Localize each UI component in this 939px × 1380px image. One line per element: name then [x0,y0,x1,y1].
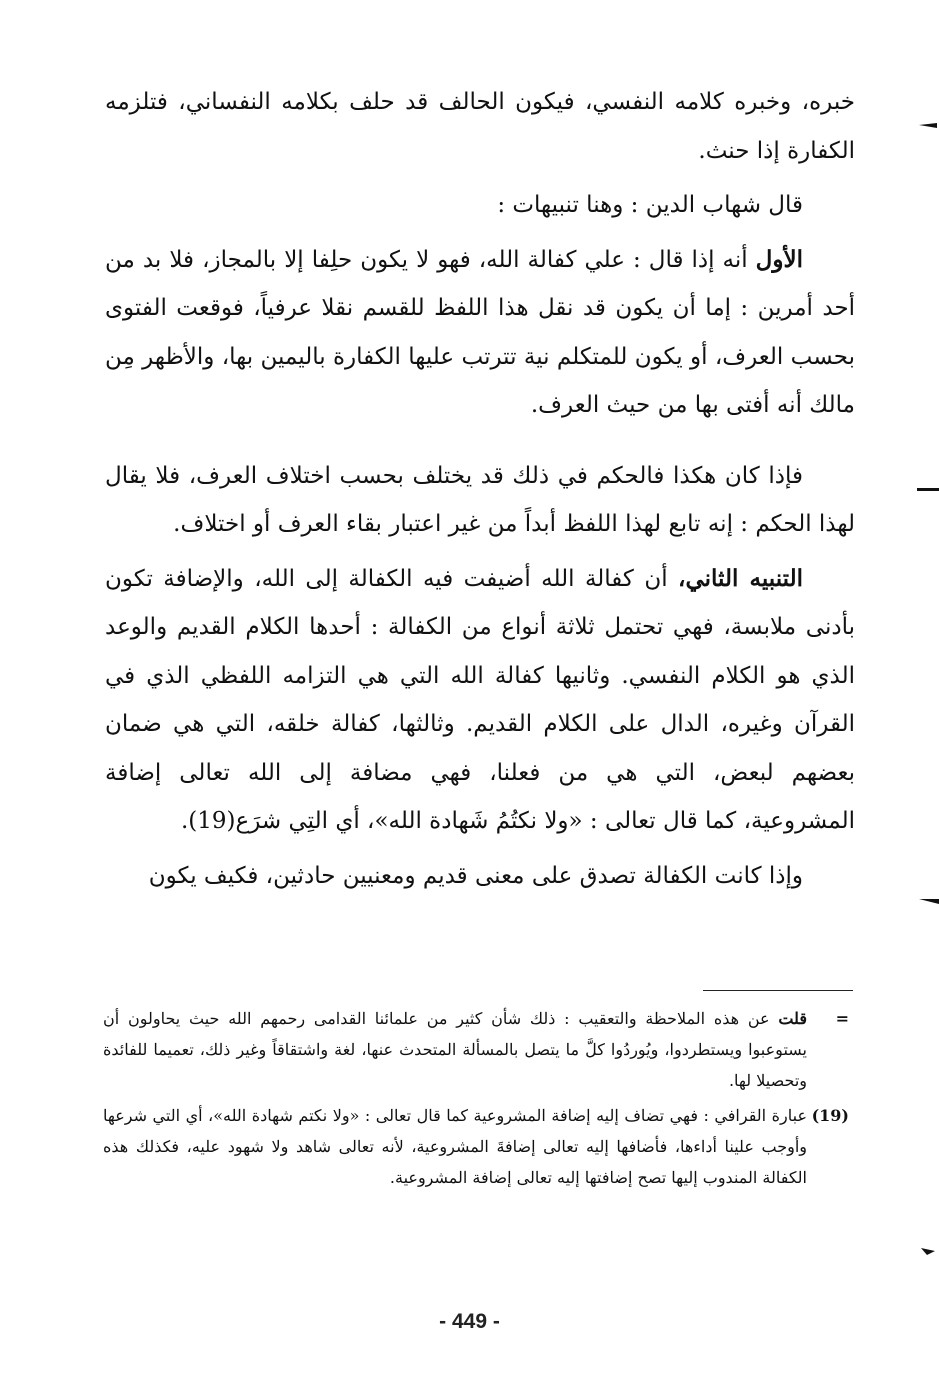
footnote-continued-text: عن هذه الملاحظة والتعقيب : ذلك شأن كثير من علمائنا القدامى رحمهم الله حيث يحاولون أن يستوعبوا ويستطردوا، ويُوردُوا كلَّ ما يتصل بالمسألة المتحدث عنها، لغة واشتقاقاً وغير ذلك، تعميما للفائدة وتحصيلا لها. [103,1009,807,1090]
paragraph-4: فإذا كان هكذا فالحكم في ذلك قد يختلف بحسب اختلاف العرف، فلا يقال لهذا الحكم : إنه تابع لهذا اللفظ أبداً من غير اعتبار بقاء العرف أو اختلاف. [105,462,855,537]
paragraph-3-lead: الأول [755,245,803,273]
paragraph-3-text: أنه إذا قال : علي كفالة الله، فهو لا يكون حلِفا إلا بالمجاز، فلا بد من أحد أمرين : إما أن يكون قد نقل هذا اللفظ للقسم نقلا عرفياً، فوقعت الفتوى بحسب العرف، أو يكون للمتكلم نية تترتب عليها الكفارة باليمين بها، والأظهر مِن مالك أنه أفتى بها من حيث العرف. [105,246,855,418]
binding-edge-mark [917,120,939,130]
footnote-continued [103,1003,849,1096]
main-text-body [105,78,855,900]
paragraph-3 [105,236,855,430]
footnote-separator [703,990,853,991]
footnote-continued-mark: = [835,1009,849,1028]
paragraph-6: وإذا كانت الكفالة تصدق على معنى قديم ومعنيين حادثين، فكيف يكون [148,862,803,889]
binding-edge-mark [917,484,939,494]
binding-edge-mark [917,896,939,906]
paragraph-1: خبره، وخبره كلامه النفسي، فيكون الحالف قد حلف بكلامه النفساني، فتلزمه الكفارة إذا حنث. [105,89,855,164]
footnote-19-text: عبارة القرافي : فهي تضاف إليه إضافة المشروعية كما قال تعالى : «ولا نكتم شهادة الله»، أي التي شرعها وأوجب علينا أداءها، فأضافها إليه تعالى إضافةَ المشروعية، لأنه تعالى شاهد ولا شهود عليه، فكذلك هذه الكفالة المندوب إليها تصح إضافتها إليه تعالى إضافة المشروعية. [103,1106,808,1187]
paragraph-5-lead: التنبيه الثاني، [678,564,803,592]
binding-edge-mark [917,1246,939,1256]
footnote-19-mark: (19) [811,1106,849,1125]
paragraph-5-text: أن كفالة الله أضيفت فيه الكفالة إلى الله، والإضافة تكون بأدنى ملابسة، فهي تحتمل ثلاثة أنواع من الكفالة : أحدها الكلام القديم والوعد الذي هو الكلام النفسي. وثانيها كفالة الله التي هي التزامه اللفظي الذي في القرآن وغيره، الدال على الكلام القديم. وثالثها، كفالة خلقه، التي هي ضمان بعضهم لبعض، التي هي من فعلنا، فهي مضافة إلى الله تعالى إضافة المشروعية، كما قال تعالى : «ولا نكتُمُ شَهادة الله»، أي التِي شرَع(19). [105,565,855,834]
page-number: - 449 - [439,1310,500,1333]
paragraph-5 [105,555,855,846]
footnotes [103,1003,849,1197]
footnote-continued-body [103,1003,807,1096]
footnote-continued-lead: قلت [778,1009,807,1028]
paragraph-2: قال شهاب الدين : وهنا تنبيهات : [497,192,803,218]
footnote-19 [103,1100,849,1193]
